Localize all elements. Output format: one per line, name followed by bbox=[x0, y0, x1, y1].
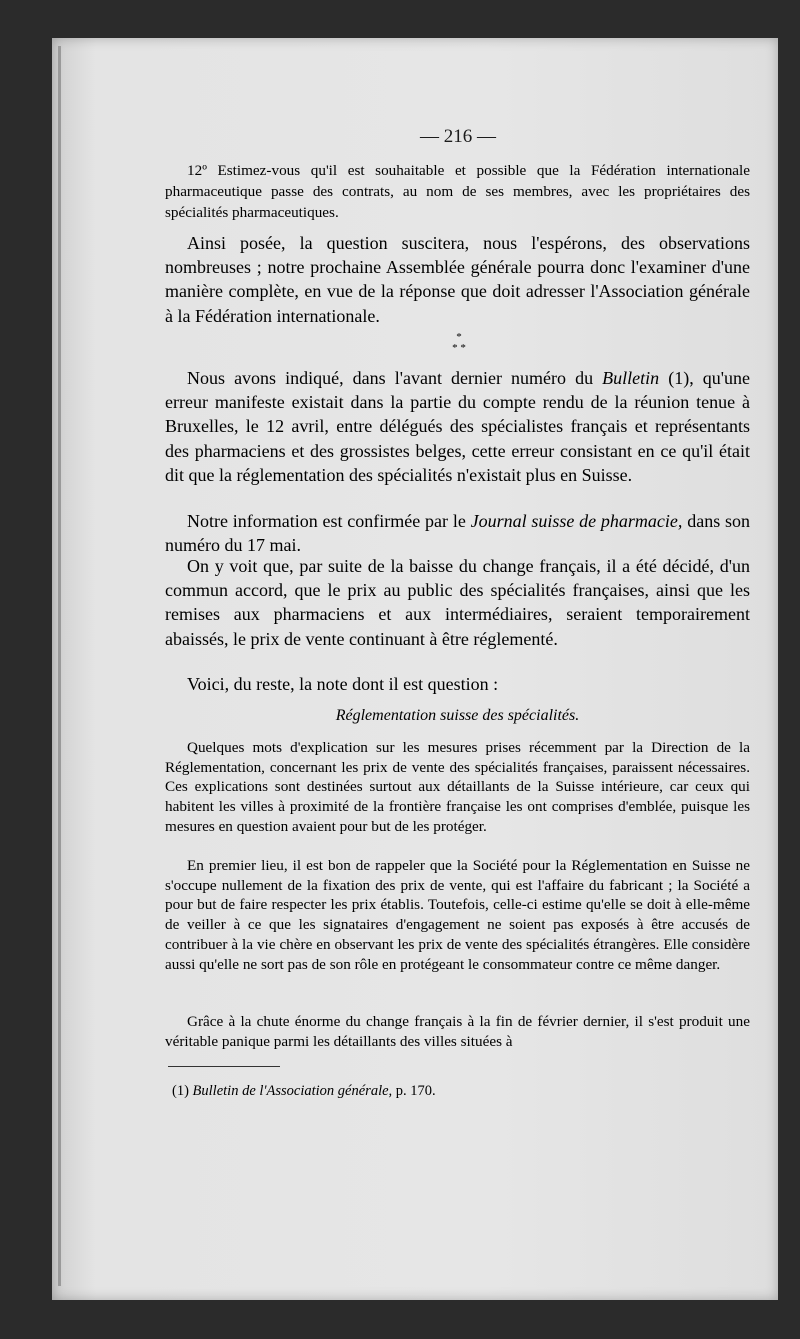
paragraph-quelques-mots: Quelques mots d'explication sur les mesures prises récemment par la Direction de la Réglementation, concernant les prix de vente des spécialités françaises, paraissent nécessaires. Ces explications sont destinées surtout aux détaillants de la Suisse intérieure, car ceux qui habitent les villes à proximité de la frontière française les ont comprises d'emblée, puisque les mesures en question avaient pour but de les protéger. bbox=[165, 739, 750, 835]
italic-journal: Journal suisse de pharmacie, bbox=[470, 511, 683, 531]
paragraph-premier-lieu: En premier lieu, il est bon de rappeler que la Société pour la Réglementation en Suisse ne s'occupe nullement de la fixation des prix de vente, qui est l'affaire du fabricant ; la Société a pour but de faire respecter les prix établis. Toutefois, celle-ci estime qu'elle se doit à elle-même de veiller à ce que les signataires d'engagement ne soient pas exposés à être accusés de contribuer à la vie chère en observant les prix de vente des spécialités étrangères. Elle considère aussi qu'elle ne sort pas de son rôle en protégeant le consommateur contre ce même danger. bbox=[165, 857, 750, 973]
document-page bbox=[52, 38, 778, 1300]
footnote-rule bbox=[168, 1066, 280, 1067]
paragraph-on-y-voit: On y voit que, par suite de la baisse du change français, il a été décidé, d'un commun accord, que le prix au public des spécialités françaises, ainsi que les remises aux pharmaciens et aux intermédiaires, seraient temporairement abaissés, le prix de vente continuant à être réglementé. bbox=[165, 556, 750, 649]
stars-glyph: * * * bbox=[452, 331, 466, 354]
footnote-title: Bulletin de l'Association générale, bbox=[192, 1083, 393, 1099]
paragraph-nous-avons bbox=[165, 366, 750, 487]
text-segment: Nous avons indiqué, dans l'avant dernier numéro du bbox=[187, 368, 603, 388]
footnote bbox=[172, 1083, 436, 1100]
text-segment: (1), qu'une erreur manifeste existait dans la partie du compte rendu de la réunion tenue à Bruxelles, le 12 avril, entre délégués des spécialistes français et représentants des pharmaciens et des grossistes belges, cette erreur consistant en ce qu'il était dit que la réglementation des spécialités n'existait plus en Suisse. bbox=[165, 368, 750, 485]
italic-bulletin: Bulletin bbox=[602, 368, 660, 388]
paragraph-voici: Voici, du reste, la note dont il est question : bbox=[187, 674, 499, 694]
page-number: — 216 — bbox=[420, 126, 496, 147]
text-segment: dans son numéro du 17 mai. bbox=[165, 511, 750, 556]
footnote-number: (1) bbox=[172, 1083, 193, 1099]
text-segment: Notre information est confirmée par le bbox=[187, 511, 471, 531]
paragraph-ainsi: Ainsi posée, la question suscitera, nous l'espérons, des observations nombreuses ; notre prochaine Assemblée générale pourra donc l'examiner d'une manière complète, en vue de la réponse que doit adresser l'Association générale à la Fédération internationale. bbox=[165, 233, 750, 326]
paragraph-grace: Grâce à la chute énorme du change français à la fin de février dernier, il s'est produit une véritable panique parmi les détaillants des villes situées à bbox=[165, 1013, 750, 1050]
section-separator-stars bbox=[444, 332, 474, 354]
footnote-page: p. 170. bbox=[392, 1083, 436, 1099]
question-12: 12º Estimez-vous qu'il est souhaitable et possible que la Fédération internationale pharmaceutique passe des contrats, au nom de ses membres, avec les propriétaires des spécialités pharmaceutiques. bbox=[165, 162, 750, 221]
subheading: Réglementation suisse des spécialités. bbox=[335, 707, 580, 724]
paragraph-notre-information bbox=[165, 509, 750, 557]
